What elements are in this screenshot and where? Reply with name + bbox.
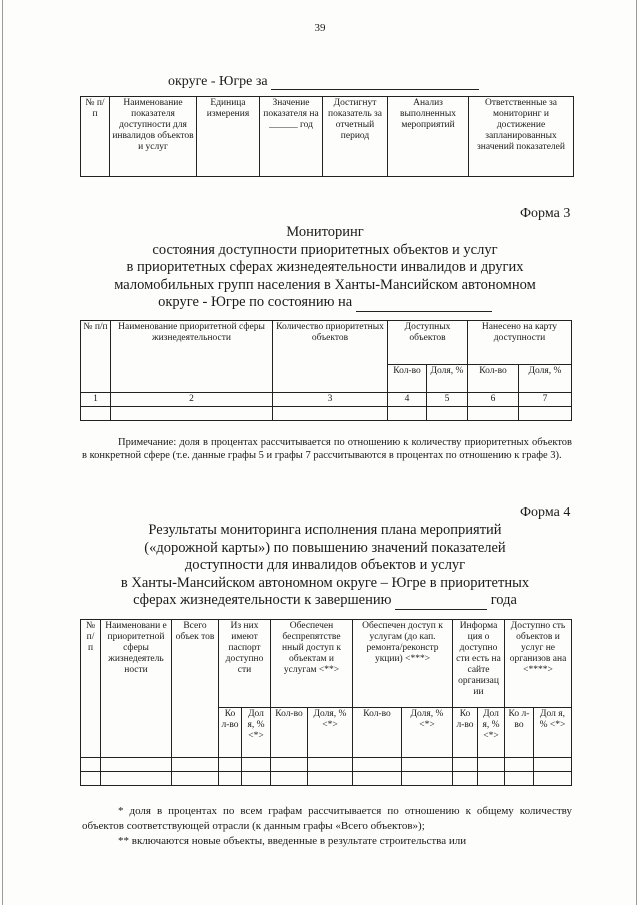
t1-head-achieved: Достигнут показатель за отчетный период — [323, 97, 388, 177]
f4-empty-cell — [478, 758, 505, 772]
f4-head-repair: Обеспечен доступ к услугам (до кап. ремонта/реконстр укции) <***> — [353, 620, 453, 708]
f4-empty-cell — [242, 758, 271, 772]
f4-sub-kolvo: Ко л-во — [453, 708, 478, 758]
f3-head-sphere: Наименование приоритетной сферы жизнедеятельности — [111, 321, 273, 393]
f3-empty-cell — [519, 407, 572, 421]
form4-title-line: доступности для инвалидов объектов и услуг — [184, 557, 466, 573]
f3-colnum: 3 — [273, 393, 388, 407]
f4-sub-share: Доля, % <*> — [308, 708, 353, 758]
form3-note — [82, 436, 572, 462]
f3-colnum: 2 — [111, 393, 273, 407]
form4-notes — [82, 804, 572, 849]
f4-empty-cell — [453, 758, 478, 772]
f3-empty-cell — [427, 407, 468, 421]
f4-empty-cell — [534, 758, 572, 772]
f4-head-num: № п/ п — [81, 620, 101, 758]
f4-empty-cell — [219, 772, 242, 786]
form4-title-line: в Ханты-Мансийском автономном округе – Югре в приоритетных — [120, 574, 530, 591]
f4-empty-cell — [505, 772, 534, 786]
f4-empty-cell — [81, 772, 101, 786]
f4-head-barrier-free: Обеспечен беспрепятстве нный доступ к объектам и услугам <**> — [271, 620, 353, 708]
page-number: 39 — [314, 22, 326, 34]
f4-head-inaccessible: Доступно сть объектов и услуг не организов ана <****> — [505, 620, 572, 708]
f4-empty-cell — [81, 758, 101, 772]
f3-empty-cell — [273, 407, 388, 421]
t1-head-unit: Единица измерения — [197, 97, 260, 177]
f4-empty-cell — [353, 772, 402, 786]
f4-empty-cell — [353, 758, 402, 772]
f3-head-count: Количество приоритетных объектов — [273, 321, 388, 393]
f3-head-kolvo2: Кол-во — [468, 365, 519, 393]
f4-empty-cell — [172, 758, 219, 772]
f3-head-share2: Доля, % — [519, 365, 572, 393]
form4-label: Форма 4 — [520, 505, 571, 520]
form3-title-line — [60, 294, 590, 312]
date-blank — [271, 89, 479, 90]
f4-head-passport: Из них имеют паспорт доступно сти — [219, 620, 271, 708]
form3-title-date-text: округе - Югре по состоянию на — [158, 294, 353, 310]
f4-empty-cell — [101, 758, 172, 772]
f4-empty-cell — [505, 758, 534, 772]
t1-head-name: Наименование показателя доступности для инвалидов объектов и услуг — [110, 97, 197, 177]
f4-empty-cell — [219, 758, 242, 772]
form3-title-line: состояния доступности приоритетных объектов и услуг — [152, 241, 498, 258]
table1 — [80, 96, 574, 177]
f3-head-num: № п/п — [81, 321, 111, 393]
f3-empty-cell — [111, 407, 273, 421]
form4-title-line: Результаты мониторинга исполнения плана мероприятий — [148, 522, 502, 538]
form3-table — [80, 320, 572, 421]
t1-head-analysis: Анализ выполненных мероприятий — [388, 97, 469, 177]
scan-edge-right — [636, 0, 637, 905]
f4-empty-cell — [271, 772, 308, 786]
f4-sub-share: Дол я, % <*> — [534, 708, 572, 758]
form3-date-blank — [356, 311, 492, 312]
form4-note-1: * доля в процентах по всем графам рассчитывается по отношению к общему количеству объектов соответствующей отрасли (к данным графы «Всего объектов»); — [82, 805, 572, 832]
f4-sub-share: Дол я, % <*> — [242, 708, 271, 758]
t1-head-responsible: Ответственные за мониторинг и достижение запланированных значений показателей — [469, 97, 574, 177]
form4-title — [60, 522, 590, 610]
f4-sub-kolvo: Кол-во — [271, 708, 308, 758]
f3-head-share: Доля, % — [427, 365, 468, 393]
f4-empty-cell — [402, 772, 453, 786]
f3-colnum: 1 — [81, 393, 111, 407]
f4-empty-cell — [478, 772, 505, 786]
form3-label: Форма 3 — [520, 206, 571, 221]
form4-note-2: ** включаются новые объекты, введенные в результате строительства или — [118, 835, 467, 847]
form4-table — [80, 619, 572, 786]
f3-empty-cell — [388, 407, 427, 421]
form4-year-blank — [395, 609, 487, 610]
form4-title-tail: года — [490, 592, 517, 608]
f4-empty-cell — [172, 772, 219, 786]
form3-title-line: Мониторинг — [286, 224, 364, 240]
f4-empty-cell — [101, 772, 172, 786]
f3-head-accessible: Доступных объектов — [388, 321, 468, 365]
f3-colnum: 6 — [468, 393, 519, 407]
form4-title-line: («дорожной карты») по повышению значений показателей — [144, 539, 506, 556]
f3-colnum: 5 — [427, 393, 468, 407]
scan-edge-left — [2, 0, 3, 905]
f4-sub-kolvo: Ко л-во — [219, 708, 242, 758]
f4-empty-cell — [534, 772, 572, 786]
f4-head-total: Всего объек тов — [172, 620, 219, 758]
f3-colnum: 4 — [388, 393, 427, 407]
form4-title-completion: сферах жизнедеятельности к завершению — [133, 592, 392, 608]
f3-empty-cell — [468, 407, 519, 421]
form3-title — [60, 224, 590, 312]
table1-heading-text: округе - Югре за — [168, 74, 268, 89]
f4-sub-kolvo: Ко л-во — [505, 708, 534, 758]
t1-head-num: № п/п — [81, 97, 110, 177]
f4-sub-kolvo: Кол-во — [353, 708, 402, 758]
table1-heading — [168, 74, 479, 90]
form3-title-line: маломобильных групп населения в Ханты-Мансийском автономном — [114, 276, 536, 293]
form3-note-text: Примечание: доля в процентах рассчитывается по отношению к количеству приоритетных объектов в конкретной сфере (т.е. данные графы 5 и графы 7 рассчитываются в процентах по отношению к графе 3). — [82, 437, 572, 461]
f3-empty-cell — [81, 407, 111, 421]
f3-colnum: 7 — [519, 393, 572, 407]
f4-sub-share: Доля, % <*> — [402, 708, 453, 758]
f4-sub-share: Дол я, % <*> — [478, 708, 505, 758]
f3-head-mapped: Нанесено на карту доступности — [468, 321, 572, 365]
f4-empty-cell — [402, 758, 453, 772]
form4-title-line — [60, 592, 590, 610]
f4-head-sphere: Наименовани е приоритетной сферы жизнедеятель ности — [101, 620, 172, 758]
f4-empty-cell — [308, 772, 353, 786]
f4-empty-cell — [308, 758, 353, 772]
f4-empty-cell — [453, 772, 478, 786]
f3-head-kolvo: Кол-во — [388, 365, 427, 393]
form3-title-line: в приоритетных сферах жизнедеятельности инвалидов и других — [126, 259, 524, 275]
f4-head-info: Информа ция о доступно сти есть на сайте организац ии — [453, 620, 505, 708]
f4-empty-cell — [242, 772, 271, 786]
f4-empty-cell — [271, 758, 308, 772]
t1-head-value: Значение показателя на ______ год — [260, 97, 323, 177]
